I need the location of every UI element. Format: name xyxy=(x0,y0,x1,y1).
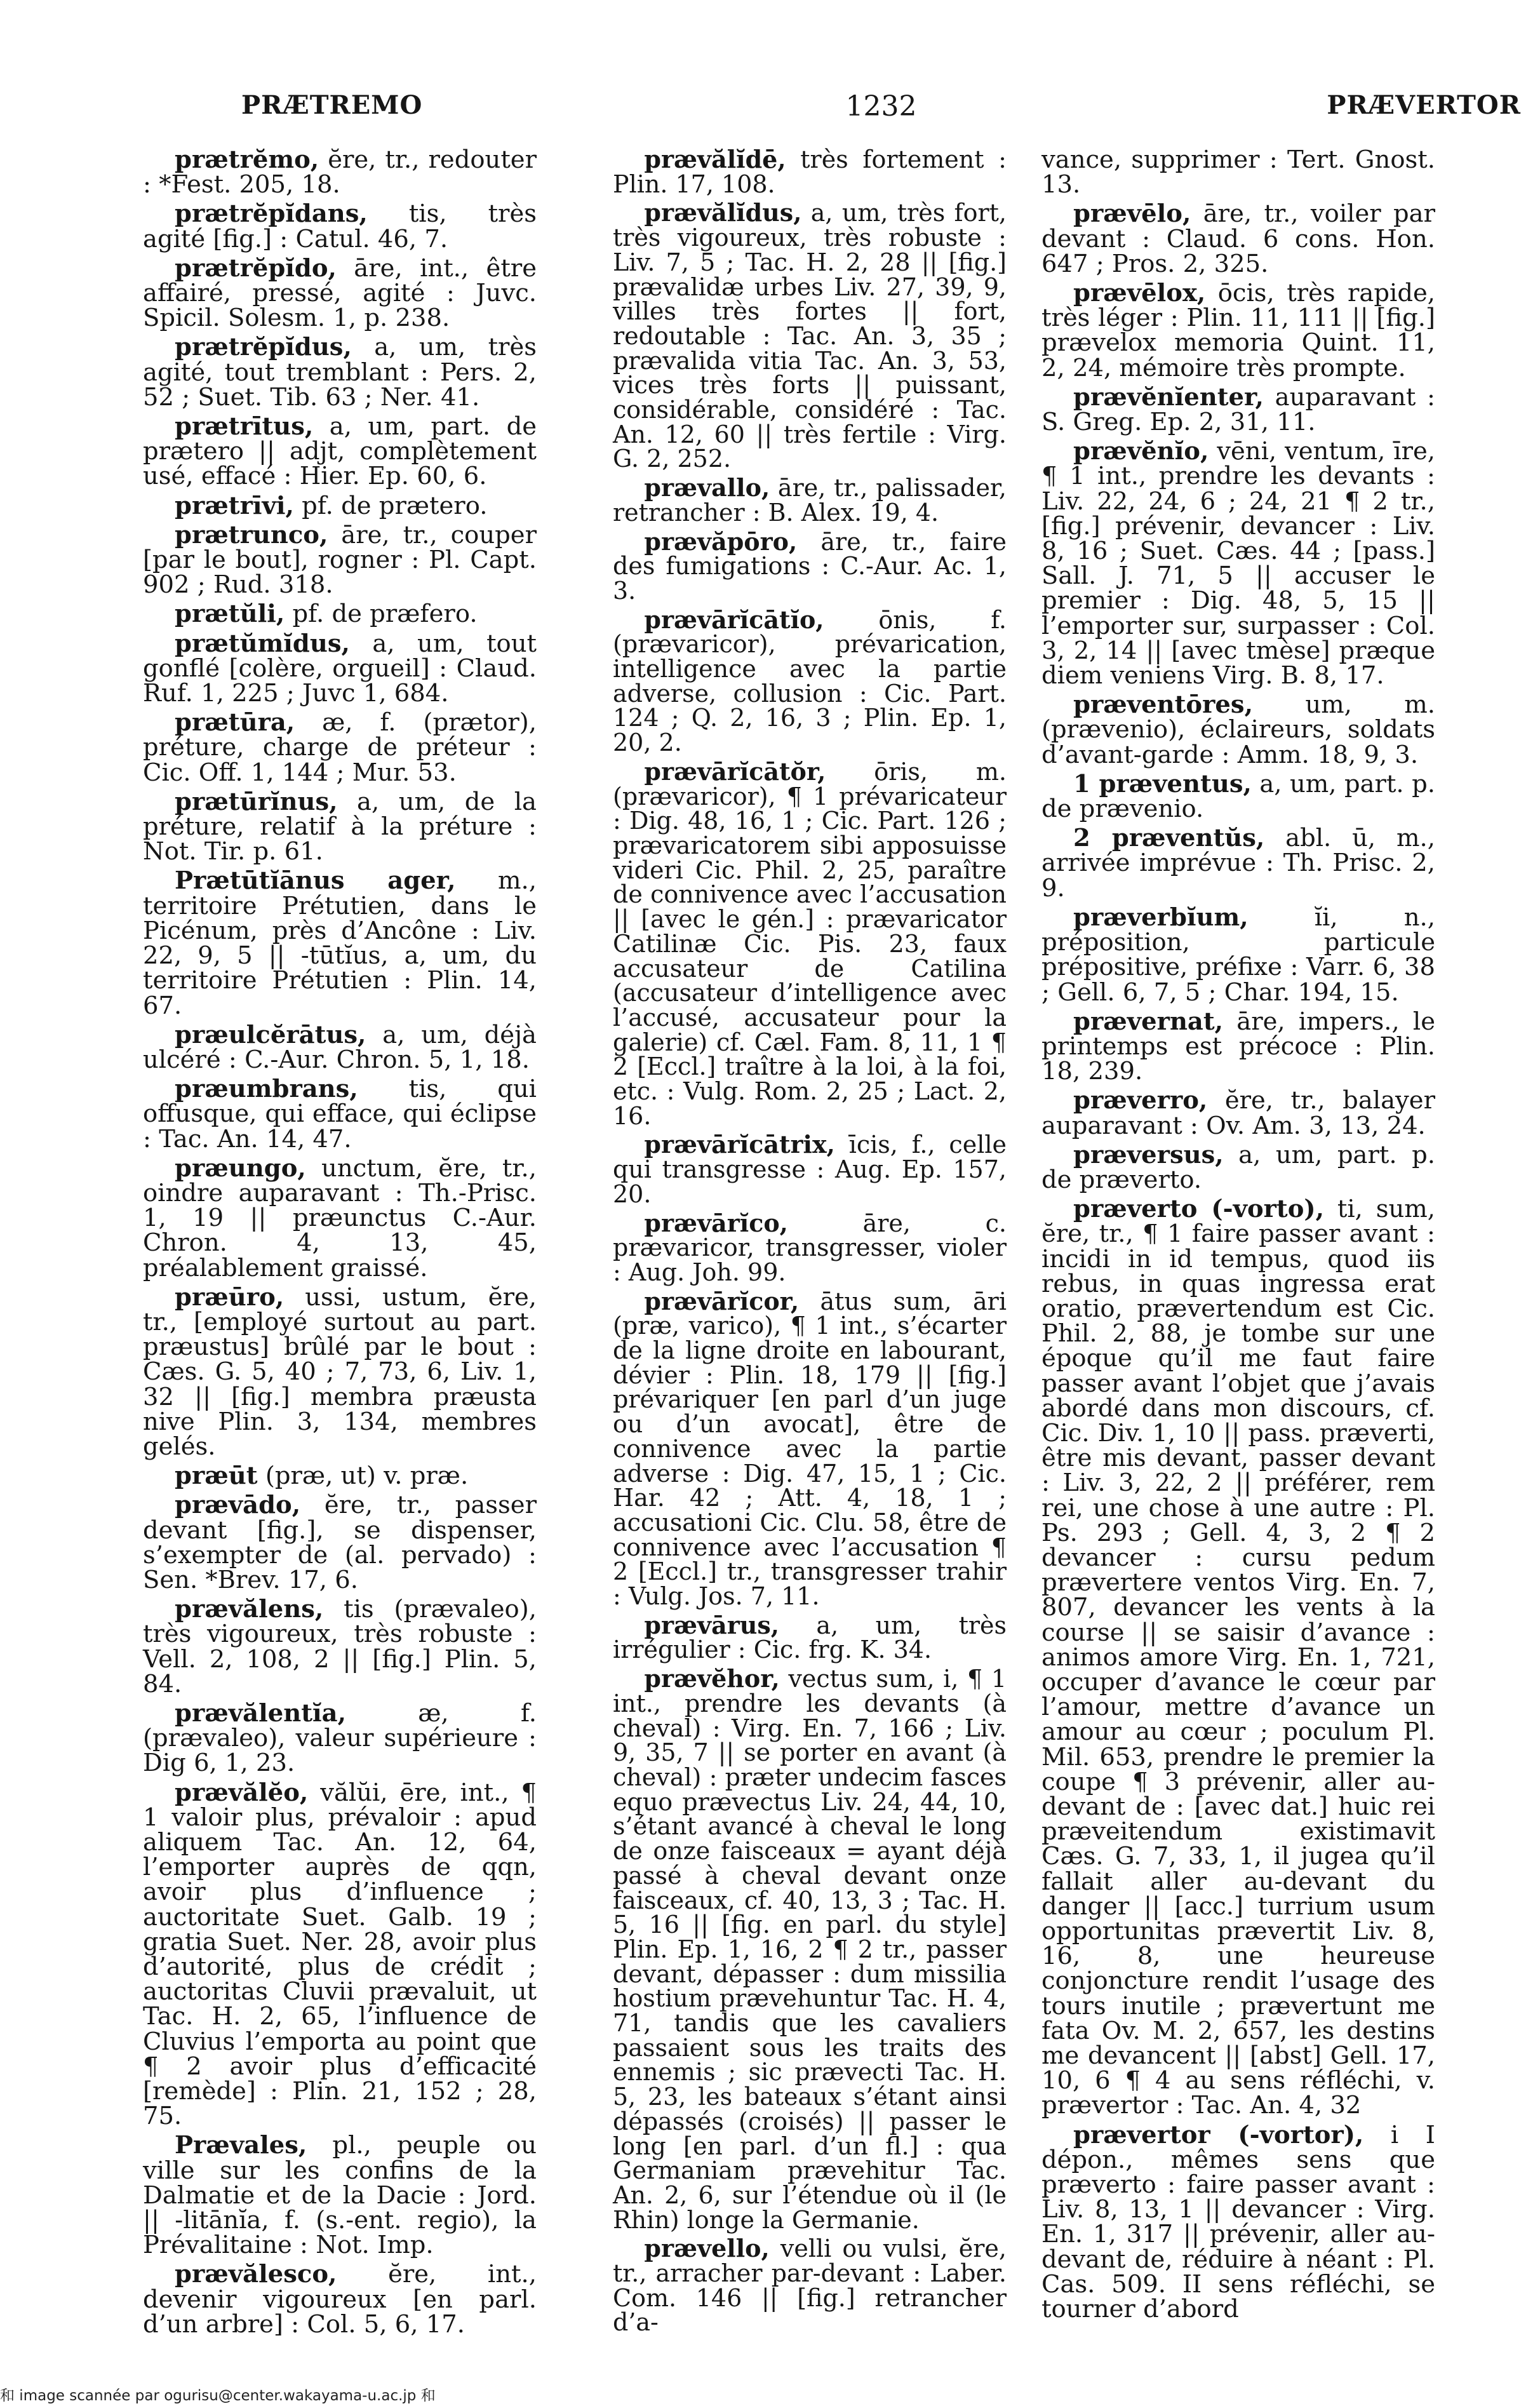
entry-definition: āre, int., être affairé, pressé, agité : Juvc. Spicil. Solesm. 1, p. 238. xyxy=(143,253,537,333)
entry-definition: auparavant : S. Greg. Ep. 2, 31, 11. xyxy=(1041,382,1435,437)
entry-definition: ussi, ustum, ĕre, tr., [employé surtout au part. præustus] brûlé par le bout : Cæs. G. 5, 40 ; 7, 73, 6, Liv. 1, 32 || [fig.] membra præusta nive Plin. 3, 134, membres gelés. xyxy=(143,1282,537,1461)
dictionary-entry xyxy=(143,1493,537,1592)
dictionary-entry xyxy=(143,1462,537,1491)
entry-definition: (præ, ut) v. præ. xyxy=(257,1462,469,1491)
scan-credit: 和 image scannée par ogurisu@center.wakayama-u.ac.jp 和 xyxy=(0,2388,436,2404)
entry-headword: prævello, xyxy=(644,2234,770,2263)
entry-definition: āre, tr., faire des fumigations : C.-Aur. Ac. 1, 3. xyxy=(613,527,1007,605)
dictionary-entry xyxy=(1041,382,1435,437)
dictionary-entry xyxy=(143,1698,537,1778)
entry-definition: īcis, f., celle qui transgresse : Aug. Ep. 157, 20. xyxy=(613,1131,1007,1208)
entry-headword: prævălesco, xyxy=(175,2260,337,2289)
entry-headword: prævertor (-vortor), xyxy=(1073,2120,1364,2149)
entry-definition: a, um, très fort, très vigoureux, très robuste : Liv. 7, 5 ; Tac. H. 2, 28 || [fig.] prævalidæ urbes Liv. 27, 39, 9, villes très fortes || fort, redoutable : Tac. An. 3, 35 ; prævalida vitia Tac. An. 3, 53, vices très forts || puissant, considérable, considéré : Tac. An. 12, 60 || très fertile : Virg. G. 2, 252. xyxy=(613,199,1007,473)
entry-definition: āre, tr., palissader, retrancher : B. Alex. 19, 4. xyxy=(613,474,1007,527)
dictionary-entry xyxy=(143,600,537,629)
entry-headword: 1 præventus, xyxy=(1073,769,1252,798)
running-header xyxy=(241,90,1521,135)
entry-headword: prævălens, xyxy=(175,1595,324,1624)
entry-headword: prævārĭco, xyxy=(644,1208,788,1237)
entry-headword: Prævales, xyxy=(175,2131,307,2160)
entry-headword: prævārĭcātĭo, xyxy=(644,605,824,634)
entry-headword: præventōres, xyxy=(1073,690,1253,720)
dictionary-entry xyxy=(143,787,537,866)
entry-definition: tis (prævaleo), très vigoureux, très robuste : Vell. 2, 108, 2 || [fig.] Plin. 5, 84. xyxy=(143,1595,537,1698)
entry-definition: pf. de præfero. xyxy=(285,600,478,629)
entry-definition: pl., peuple ou ville sur les confins de la Dalmatie et de la Dacie : Jord. || -litānĭa, f. (s.-ent. regio), la Prévalitaine : Not. Imp. xyxy=(143,2131,537,2260)
entry-definition: æ, f. (prætor), préture, charge de préteur : Cic. Off. 1, 144 ; Mur. 53. xyxy=(143,708,537,787)
entry-headword: præumbrans, xyxy=(175,1075,358,1104)
entry-headword: prævārĭcātŏr, xyxy=(644,756,826,786)
entry-definition: a, um, de la préture, relatif à la préture : Not. Tir. p. 61. xyxy=(143,787,537,866)
dictionary-entry xyxy=(613,147,1007,196)
dictionary-entry xyxy=(613,527,1007,605)
entry-definition: m., territoire Prétutien, dans le Picénum, près d’Ancône : Liv. 22, 9, 5 || -tūtĭus, a, um, du territoire Prétutien : Plin. 14, 67. xyxy=(143,866,537,1020)
dictionary-entry xyxy=(143,201,537,251)
entry-headword: prætrītus, xyxy=(175,412,314,441)
entry-definition: ti, sum, ĕre, tr., ¶ 1 faire passer avant : incidi in id tempus, quod iis rebus, in quas ingressa erat oratio, prævertendum est Cic. Phil. 2, 88, je tombe sur une époque qu’il me faut faire passer avant l’objet que j’avais abordé dans mon discours, cf. Cic. Div. 1, 10 || pass. præverti, être mis devant, passer devant : Liv. 3, 22, 2 || préférer, rem rei, une chose à une autre : Pl. Ps. 293 ; Gell. 4, 3, 2 ¶ 2 devancer : cursu pedum prævertere ventos Virg. En. 7, 807, devancer les vents à la course || se saisir d’avance : animos amore Virg. En. 1, 721, occuper d’avance le cœur par l’amour, mettre d’avance un amour au cœur ; poculum Pl. Mil. 653, prendre le premier la coupe ¶ 3 prévenir, aller au-devant de : [avec dat.] huic rei præveitendum existimavit Cæs. G. 7, 33, 1, il jugea qu’il fallait aller au-devant du danger || [acc.] turrium usum opportunitas prævertit Liv. 8, 16, 8, une heureuse conjoncture rendit l’usage des tours inutile ; prævertunt me fata Ov. M. 2, 657, les destins me devancent || [abst] Gell. 17, 10, 6 ¶ 4 au sens réfléchi, v. prævertor : Tac. An. 4, 32 xyxy=(1041,1195,1435,2120)
entry-headword: prætūra, xyxy=(175,708,295,737)
entry-headword: præungo, xyxy=(175,1153,306,1183)
dictionary-entry xyxy=(1041,692,1435,767)
dictionary-entry xyxy=(143,1282,537,1461)
entry-headword: prætrīvi, xyxy=(175,491,294,520)
entry-definition: a, um, part. de prætero || adjt, complètement usé, effacé : Hier. Ep. 60, 6. xyxy=(143,412,537,491)
entry-definition: āre, tr., voiler par devant : Claud. 6 cons. Hon. 647 ; Pros. 2, 325. xyxy=(1041,199,1435,278)
dictionary-entry xyxy=(613,473,1007,527)
dictionary-entry xyxy=(143,414,537,489)
entry-definition: a, um, très agité, tout tremblant : Pers. 2, 52 ; Suet. Tib. 63 ; Ner. 41. xyxy=(143,333,537,412)
entry-headword: præverro, xyxy=(1073,1086,1208,1115)
entry-definition: a, um, déjà ulcéré : C.-Aur. Chron. 5, 1, 18. xyxy=(143,1020,537,1074)
dictionary-entry xyxy=(1041,1088,1435,1138)
column-middle xyxy=(613,147,1007,2339)
entry-definition: a, um, part. p. de prævenio. xyxy=(1041,769,1435,824)
entry-definition: ĕre, tr., redouter : *Fest. 205, 18. xyxy=(143,145,537,199)
entry-definition: tis, très agité [fig.] : Catul. 46, 7. xyxy=(143,199,537,253)
entry-definition: āre, impers., le printemps est précoce : Plin. 18, 239. xyxy=(1041,1007,1435,1086)
dictionary-entry xyxy=(143,147,537,197)
entry-headword: præulcĕrātus, xyxy=(175,1020,366,1049)
dictionary-entry xyxy=(143,335,537,410)
dictionary-entry xyxy=(1041,1009,1435,1084)
entry-headword: prætrĕpĭdus, xyxy=(175,333,352,362)
dictionary-entry xyxy=(1041,1140,1435,1194)
dictionary-entry xyxy=(1041,769,1435,824)
entry-definition: ōris, m. (prævaricor), ¶ 1 prévaricateur : Dig. 48, 16, 1 ; Cic. Part. 126 ; prævaricatorem sibi apposuisse videri Cic. Phil. 2, 25, paraître de connivence avec l’accusation || [avec le gén.] : prævaricator Catilinæ Cic. Pis. 23, faux accusateur de Catilina (accusateur d’intelligence avec l’accusé, accusateur pour la galerie) cf. Cæl. Fam. 8, 11, 1 ¶ 2 [Eccl.] traître à la loi, à la foi, etc. : Vulg. Rom. 2, 25 ; Lact. 2, 16. xyxy=(613,757,1007,1130)
entry-definition: abl. ū, m., arrivée imprévue : Th. Prisc. 2, 9. xyxy=(1041,824,1435,903)
dictionary-entry xyxy=(1041,1197,1435,2118)
entry-headword: præversus, xyxy=(1073,1140,1224,1169)
entry-headword: prævălĭdus, xyxy=(644,198,802,227)
dictionary-entry xyxy=(143,1020,537,1074)
dictionary-entry xyxy=(143,1597,537,1697)
entry-definition: ōcis, très rapide, très léger : Plin. 11, 111 || [fig.] prævelox memoria Quint. 11, 2, 24, mémoire très prompte. xyxy=(1041,279,1435,382)
dictionary-entry xyxy=(143,491,537,520)
entry-headword: præverbĭum, xyxy=(1073,903,1249,932)
entry-headword: prævălĭdē, xyxy=(644,145,786,173)
page-number: 1232 xyxy=(845,90,917,123)
entry-definition: a, um, part. p. de præverto. xyxy=(1041,1140,1435,1194)
dictionary-entry xyxy=(613,1610,1007,1664)
entry-headword: prævernat, xyxy=(1073,1007,1224,1036)
column-left xyxy=(143,147,537,2341)
dictionary-entry xyxy=(613,1208,1007,1286)
dictionary-entry xyxy=(143,1153,537,1282)
entry-headword: prævēlox, xyxy=(1073,279,1206,308)
dictionary-entry xyxy=(613,1132,1007,1206)
dictionary-entry xyxy=(613,1664,1007,2234)
entry-headword: prævārus, xyxy=(644,1610,780,1639)
dictionary-entry xyxy=(613,756,1007,1130)
entry-definition: vance, supprimer : Tert. Gnost. 13. xyxy=(1041,145,1435,199)
entry-headword: prævĕhor, xyxy=(644,1664,780,1693)
dictionary-entry xyxy=(1041,2120,1435,2324)
entry-headword: præūt xyxy=(175,1462,258,1491)
entry-headword: prævălĕo, xyxy=(175,1778,309,1807)
entry-definition: ĕre, tr., passer devant [fig.], se dispenser, s’exempter de (al. pervado) : Sen. *Brev. 17, 6. xyxy=(143,1491,537,1594)
entry-definition: très fortement : Plin. 17, 108. xyxy=(613,145,1007,198)
entry-headword: prætrĕpĭdo, xyxy=(175,253,337,283)
entry-headword: prætūrĭnus, xyxy=(175,787,338,816)
entry-headword: præūro, xyxy=(175,1282,285,1312)
entry-definition: ĕre, int., devenir vigoureux [en parl. d’un arbre] : Col. 5, 6, 17. xyxy=(143,2260,537,2339)
entry-headword: prævĕnĭenter, xyxy=(1073,382,1264,412)
entry-definition: a, um, tout gonflé [colère, orgueil] : Claud. Ruf. 1, 225 ; Juvc 1, 684. xyxy=(143,629,537,708)
dictionary-entry xyxy=(613,1286,1007,1611)
dictionary-entry xyxy=(143,2131,537,2260)
dictionary-entry xyxy=(1041,826,1435,901)
entry-definition: velli ou vulsi, ĕre, tr., arracher par-devant : Laber. Com. 146 || [fig.] retrancher d’a- xyxy=(613,2235,1007,2337)
dictionary-entry xyxy=(1041,905,1435,1005)
dictionary-entry xyxy=(143,710,537,785)
dictionary-entry xyxy=(143,2262,537,2337)
entry-headword: prætrunco, xyxy=(175,520,328,549)
entry-definition: ĕre, tr., balayer auparavant : Ov. Am. 3, 13, 24. xyxy=(1041,1086,1435,1140)
entry-definition: vēni, ventum, īre, ¶ 1 int., prendre les devants : Liv. 22, 24, 6 ; 24, 21 ¶ 2 tr., [fig.] prévenir, devancer : Liv. 8, 16 ; Suet. Cæs. 44 ; [pass.] Sall. J. 71, 5 || accuser le premier : Dig. 48, 5, 15 || l’emporter sur, surpasser : Col. 3, 2, 14 || [avec tmèse] præque diem veniens Virg. B. 8, 17. xyxy=(1041,437,1435,690)
entry-headword: prævādo, xyxy=(175,1491,301,1520)
dictionary-entry xyxy=(143,1077,537,1152)
entry-headword: prævārĭcātrix, xyxy=(644,1130,835,1159)
entry-definition: a, um, très irrégulier : Cic. frg. K. 34. xyxy=(613,1611,1007,1664)
dictionary-entry xyxy=(613,2236,1007,2335)
entry-headword: prætŭli, xyxy=(175,600,285,629)
dictionary-entry xyxy=(143,520,537,600)
entry-headword: prævălentĭa, xyxy=(175,1698,346,1728)
entry-definition: ĭi, n., préposition, particule prépositive, préfixe : Varr. 6, 38 ; Gell. 6, 7, 5 ; Char. 194, 15. xyxy=(1041,903,1435,1007)
entry-headword: prævallo, xyxy=(644,473,770,502)
dictionary-entry xyxy=(143,868,537,1018)
entry-headword: 2 præventŭs, xyxy=(1073,824,1265,853)
header-last-headword: PRÆVERTOR xyxy=(1327,90,1521,120)
entry-headword: prætrĕpĭdans, xyxy=(175,199,368,229)
header-first-headword: PRÆTREMO xyxy=(241,90,423,120)
dictionary-entry xyxy=(1041,281,1435,380)
entry-headword: præverto (-vorto), xyxy=(1073,1195,1325,1224)
dictionary-entry xyxy=(1041,147,1435,197)
entry-definition: unctum, ĕre, tr., oindre auparavant : Th.-Prisc. 1, 19 || præunctus C.-Aur. Chron. 4, 13, 45, préalablement graissé. xyxy=(143,1153,537,1282)
entry-definition: i I dépon., mêmes sens que præverto : faire passer avant : Liv. 8, 13, 1 || devancer : Virg. En. 1, 317 || prévenir, aller au-devant de, réduire à néant : Pl. Cas. 509. II sens réfléchi, se tourner d’abord xyxy=(1041,2120,1435,2324)
entry-headword: prævārĭcor, xyxy=(644,1286,800,1315)
entry-headword: prævăpōro, xyxy=(644,527,798,556)
dictionary-entry xyxy=(1041,201,1435,276)
entry-definition: vectus sum, i, ¶ 1 int., prendre les devants (à cheval) : Virg. En. 7, 166 ; Liv. 9, 35, 7 || se porter en avant (à cheval) : præter undecim fasces equo prævectus Liv. 24, 44, 10, s’étant avancé à cheval le long de onze faisceaux = ayant déjà passé à cheval devant onze faisceaux, cf. 40, 13, 3 ; Tac. H. 5, 16 || [fig. en parl. du style] Plin. Ep. 1, 16, 2 ¶ 2 tr., passer devant, dépasser : dum missilia hostium prævehuntur Tac. H. 4, 71, tandis que les cavaliers passaient sous les traits des ennemis ; sic prævecti Tac. H. 5, 23, les bateaux s’étant ainsi dépassés (croisés) || passer le long [en parl. d’un fl.] : qua Germaniam prævehitur Tac. An. 2, 6, sur l’étendue où il (le Rhin) longe la Germanie. xyxy=(613,1665,1007,2234)
entry-definition: tis, qui offusque, qui efface, qui éclipse : Tac. An. 14, 47. xyxy=(143,1075,537,1153)
entry-headword: prævĕnĭo, xyxy=(1073,437,1209,466)
dictionary-entry xyxy=(143,1780,537,2129)
entry-definition: pf. de prætero. xyxy=(293,491,488,520)
entry-definition: ātus sum, āri (præ, varico), ¶ 1 int., s’écarter de la ligne droite en labourant, dévier : Plin. 18, 179 || [fig.] prévariquer [en parl d’un juge ou d’un avocat], être de connivence avec la partie adverse : Dig. 47, 15, 1 ; Cic. Har. 42 ; Att. 4, 18, 1 ; accusationi Cic. Clu. 58, être de connivence avec l’accusation ¶ 2 [Eccl.] tr., transgresser trahir : Vulg. Jos. 7, 11. xyxy=(613,1287,1007,1611)
dictionary-entry xyxy=(143,631,537,706)
entry-definition: ōnis, f. (prævaricor), prévarication, intelligence avec la partie adverse, collusion : Cic. Part. 124 ; Q. 2, 16, 3 ; Plin. Ep. 1, 20, 2. xyxy=(613,605,1007,757)
dictionary-entry xyxy=(1041,439,1435,688)
entry-definition: æ, f. (prævaleo), valeur supérieure : Dig 6, 1, 23. xyxy=(143,1698,537,1778)
entry-definition: vălŭi, ēre, int., ¶ 1 valoir plus, prévaloir : apud aliquem Tac. An. 12, 64, l’emporter auprès de qqn, avoir plus d’influence ; auctoritate Suet. Galb. 19 ; gratia Suet. Ner. 28, avoir plus d’autorité, plus de crédit ; auctoritas Cluvii prævaluit, ut Tac. H. 2, 65, l’influence de Cluvius l’emporta au point que ¶ 2 avoir plus d’efficacité [remède] : Plin. 21, 152 ; 28, 75. xyxy=(143,1778,537,2131)
dictionary-entry xyxy=(613,198,1007,473)
entry-definition: um, m. (prævenio), éclaireurs, soldats d’avant-garde : Amm. 18, 9, 3. xyxy=(1041,690,1435,769)
entry-headword: prætrĕmo, xyxy=(175,145,319,174)
dictionary-entry xyxy=(613,605,1007,757)
entry-definition: āre, c. prævaricor, transgresser, violer : Aug. Joh. 99. xyxy=(613,1209,1007,1286)
entry-definition: āre, tr., couper [par le bout], rogner : Pl. Capt. 902 ; Rud. 318. xyxy=(143,520,537,600)
dictionary-entry xyxy=(143,253,537,333)
entry-headword: prævēlo, xyxy=(1073,199,1191,229)
entry-headword: prætŭmĭdus, xyxy=(175,629,350,658)
column-right xyxy=(1041,147,1435,2326)
entry-headword: Prætūtĭānus ager, xyxy=(175,866,456,896)
